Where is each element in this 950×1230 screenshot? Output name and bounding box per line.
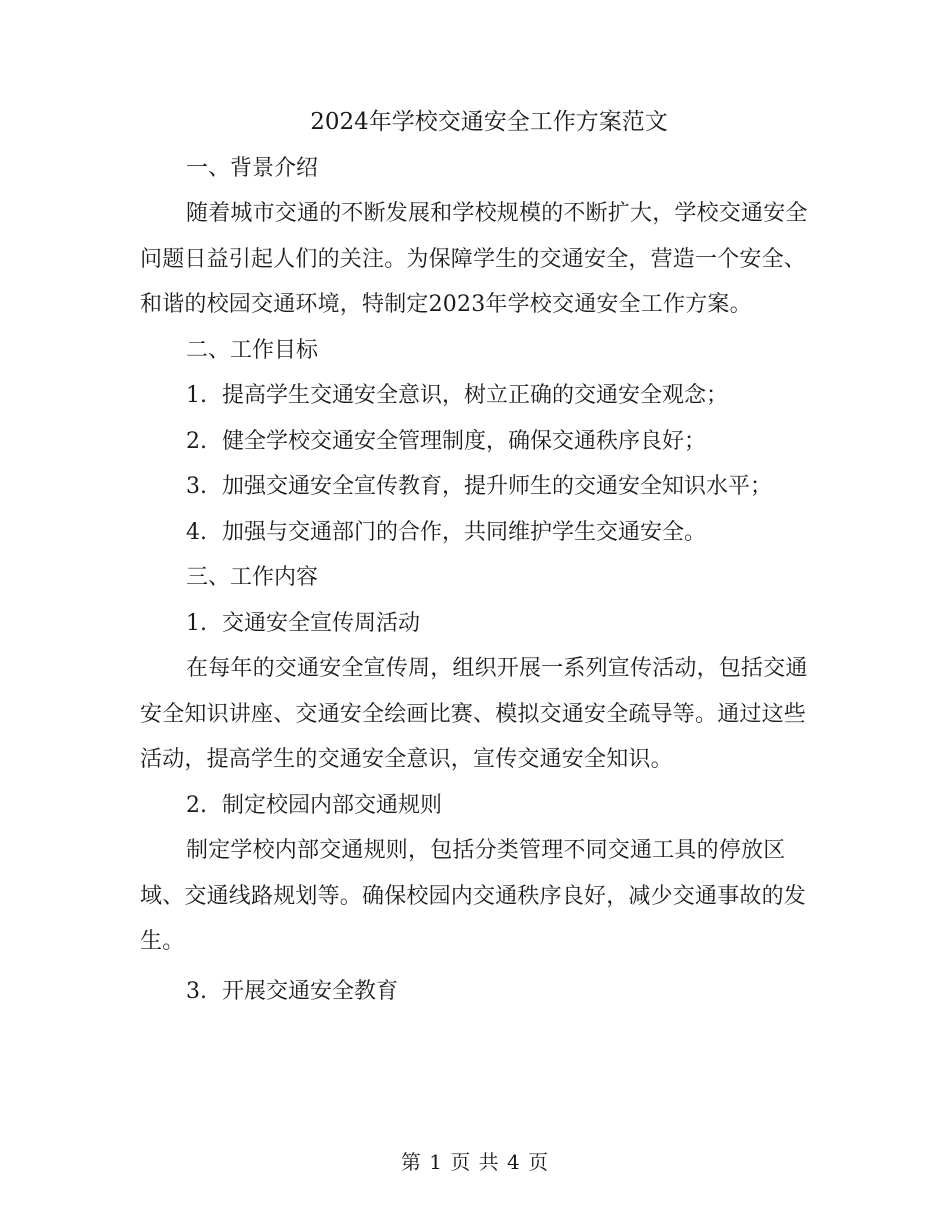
subsection-number: 2.	[186, 792, 207, 818]
subsection-number: 1.	[186, 610, 207, 636]
propaganda-week-paragraph: 在每年的交通安全宣传周，组织开展一系列宣传活动，包括交通安全知识讲座、交通安全绘画比赛、模拟交通安全疏导等。通过这些活动，提高学生的交通安全意识，宣传交通安全知识。	[140, 656, 808, 772]
goal-item	[140, 510, 808, 556]
subsection-title: 制定校园内部交通规则	[222, 792, 443, 818]
subsection-heading-propaganda-week	[140, 601, 808, 647]
goal-item-number: 2.	[186, 428, 207, 454]
page-footer: 第 1 页 共 4 页	[400, 1150, 550, 1174]
subsection-title: 开展交通安全教育	[222, 978, 399, 1004]
goal-item-number: 4.	[186, 519, 207, 545]
goal-item	[140, 373, 808, 419]
subsection-heading-safety-education	[140, 969, 808, 1015]
document-body	[140, 100, 808, 1014]
document-title: 2024年学校交通安全工作方案范文	[310, 109, 668, 135]
goal-item	[140, 419, 808, 465]
background-paragraph: 随着城市交通的不断发展和学校规模的不断扩大，学校交通安全问题日益引起人们的关注。为保障学生的交通安全，营造一个安全、和谐的校园交通环境，特制定2023年学校交通安全工作方案。	[140, 201, 808, 317]
subsection-heading-campus-rules	[140, 783, 808, 829]
goal-item-text: 加强交通安全宣传教育，提升师生的交通安全知识水平；	[222, 474, 773, 499]
subsection-number: 3.	[186, 978, 207, 1004]
goal-item-text: 加强与交通部门的合作，共同维护学生交通安全。	[222, 519, 707, 545]
goal-item-text: 提高学生交通安全意识，树立正确的交通安全观念；	[222, 383, 729, 408]
section-heading-background: 一、背景介绍	[186, 155, 319, 181]
goal-item	[140, 464, 808, 510]
section-heading-content: 三、工作内容	[186, 565, 319, 590]
goal-item-text: 健全学校交通安全管理制度，确保交通秩序良好；	[222, 428, 707, 454]
section-heading-goals: 二、工作目标	[186, 337, 319, 363]
goal-item-number: 1.	[186, 383, 207, 408]
campus-rules-paragraph: 制定学校内部交通规则，包括分类管理不同交通工具的停放区域、交通线路规划等。确保校园内交通秩序良好，减少交通事故的发生。	[140, 838, 807, 954]
goal-item-number: 3.	[186, 474, 207, 499]
subsection-title: 交通安全宣传周活动	[222, 610, 421, 636]
